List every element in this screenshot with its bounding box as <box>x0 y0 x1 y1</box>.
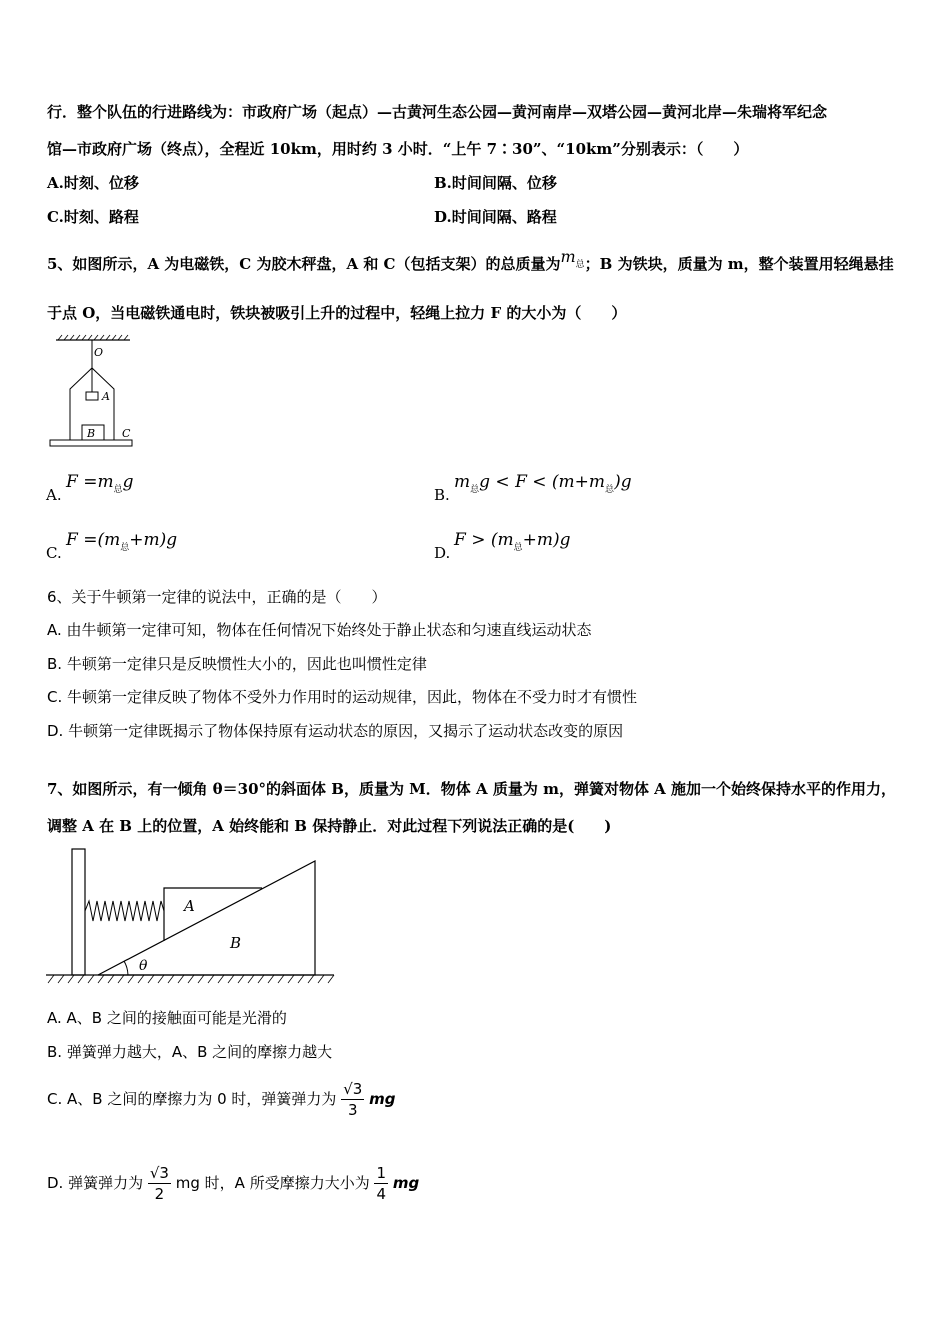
q5-figure-label-c: C <box>122 427 131 440</box>
q6-option-a[interactable]: A. 由牛顿第一定律可知，物体在任何情况下始终处于静止状态和匀速直线运动状态 <box>47 621 592 639</box>
q7-option-d-fraction-1 <box>148 1163 171 1204</box>
q5-d-formula-part2: +m)g <box>522 530 571 550</box>
q5-option-d-formula <box>454 530 571 553</box>
q5-b-formula-part3: )g <box>614 472 632 492</box>
q5-stem-text-b: ；B 为铁块，质量为 m，整个装置用轻绳悬挂 <box>584 255 894 273</box>
q5-b-zong-1: 总 <box>470 485 480 495</box>
q5-option-b-label: B. <box>434 486 450 504</box>
q5-b-formula-part1: m <box>454 472 471 492</box>
q5-option-a-formula <box>66 472 133 495</box>
q4-option-c[interactable]: C.时刻、路程 <box>47 208 139 226</box>
q5-option-c-label: C. <box>46 544 62 562</box>
q5-option-c[interactable] <box>46 543 62 563</box>
q7-option-d-mg: mg <box>392 1174 420 1192</box>
q7-option-d-fraction-2 <box>374 1163 388 1204</box>
q5-c-formula-part1: F =(m <box>66 530 121 550</box>
q7-stem-line1: 7、如图所示，有一倾角 θ＝30°的斜面体 B，质量为 M．物体 A 质量为 m，弹簧对物体 A 施加一个始终保持水平的作用力， <box>47 780 897 798</box>
q6-option-c[interactable]: C. 牛顿第一定律反映了物体不受外力作用时的运动规律，因此，物体在不受力时才有惯性 <box>47 688 638 706</box>
q6-option-b[interactable]: B. 牛顿第一定律只是反映惯性大小的，因此也叫惯性定律 <box>47 655 427 673</box>
q7-option-b[interactable]: B. 弹簧弹力越大，A、B 之间的摩擦力越大 <box>47 1043 333 1061</box>
q5-stem-text-a: 5、如图所示，A 为电磁铁，C 为胶木秤盘，A 和 C（包括支架）的总质量为 <box>47 255 561 273</box>
q7-option-d[interactable] <box>47 1160 419 1206</box>
q7-option-c-numerator: √3 <box>343 1080 363 1098</box>
q5-stem-line2: 于点 O，当电磁铁通电时，铁块被吸引上升的过程中，轻绳上拉力 F 的大小为（ ） <box>47 304 627 322</box>
q7-option-d-denominator-1: 2 <box>154 1185 165 1203</box>
q5-option-b-formula <box>454 472 632 495</box>
q5-a-formula-part2: g <box>122 472 134 492</box>
q5-figure-label-a: A <box>102 390 110 403</box>
q5-a-formula-part1: F =m <box>66 472 114 492</box>
q5-option-d-label: D. <box>434 544 451 562</box>
q5-b-formula-part2: g < F < (m+m <box>479 472 606 492</box>
q6-stem: 6、关于牛顿第一定律的说法中，正确的是（ ） <box>47 588 387 606</box>
q7-option-a[interactable]: A. A、B 之间的接触面可能是光滑的 <box>47 1009 287 1027</box>
q5-figure <box>46 334 146 450</box>
q7-figure-label-b: B <box>230 934 242 952</box>
q5-option-b[interactable] <box>434 485 450 505</box>
q7-figure-label-theta: θ <box>139 958 148 974</box>
q5-option-c-formula <box>66 530 177 553</box>
q7-option-c[interactable] <box>47 1076 395 1122</box>
q7-option-d-numerator-1: √3 <box>149 1164 169 1182</box>
q7-option-d-numerator-2: 1 <box>376 1164 387 1182</box>
q7-option-d-text: D. 弹簧弹力为 <box>47 1174 144 1192</box>
q5-m-symbol: m <box>560 247 576 266</box>
q4-stem-line1: 行．整个队伍的行进路线为：市政府广场（起点）—古黄河生态公园—黄河南岸—双塔公园—黄河北岸—朱瑞将军纪念 <box>47 103 828 121</box>
q4-option-d[interactable]: D.时间间隔、路程 <box>434 208 557 226</box>
q7-option-c-mg: mg <box>369 1090 396 1108</box>
q5-figure-label-b: B <box>87 427 96 440</box>
q5-zong-subscript: 总 <box>575 260 585 270</box>
q4-stem-line2: 馆—市政府广场（终点），全程近 10km，用时约 3 小时．“上午 7∶30”、“10km”分别表示：（ ） <box>47 140 749 158</box>
q4-option-a[interactable]: A.时刻、位移 <box>47 174 139 192</box>
q5-a-zong: 总 <box>113 485 123 495</box>
q7-figure-label-a: A <box>184 897 195 915</box>
q7-option-d-denominator-2: 4 <box>376 1185 387 1203</box>
q5-c-formula-part2: +m)g <box>129 530 178 550</box>
q5-b-zong-2: 总 <box>605 485 615 495</box>
q5-stem-line1 <box>47 247 894 277</box>
q4-option-b[interactable]: B.时间间隔、位移 <box>434 174 557 192</box>
q5-option-a[interactable] <box>46 485 62 505</box>
q5-option-a-label: A. <box>46 486 62 504</box>
q5-option-d[interactable] <box>434 543 450 563</box>
q7-option-d-mid: mg 时，A 所受摩擦力大小为 <box>175 1174 370 1192</box>
q7-option-c-text: C. A、B 之间的摩擦力为 0 时，弹簧弹力为 <box>47 1090 337 1108</box>
q6-option-d[interactable]: D. 牛顿第一定律既揭示了物体保持原有运动状态的原因，又揭示了运动状态改变的原因 <box>47 722 624 740</box>
q5-c-zong: 总 <box>120 543 130 553</box>
q5-d-formula-part1: F > (m <box>454 530 514 550</box>
q5-figure-label-o: O <box>94 346 104 359</box>
q5-d-zong: 总 <box>513 543 523 553</box>
q7-option-c-denominator: 3 <box>347 1101 358 1119</box>
q7-option-c-fraction <box>341 1079 364 1120</box>
q7-stem-line2: 调整 A 在 B 上的位置，A 始终能和 B 保持静止．对此过程下列说法正确的是( ) <box>47 817 612 835</box>
q7-figure <box>44 845 336 985</box>
